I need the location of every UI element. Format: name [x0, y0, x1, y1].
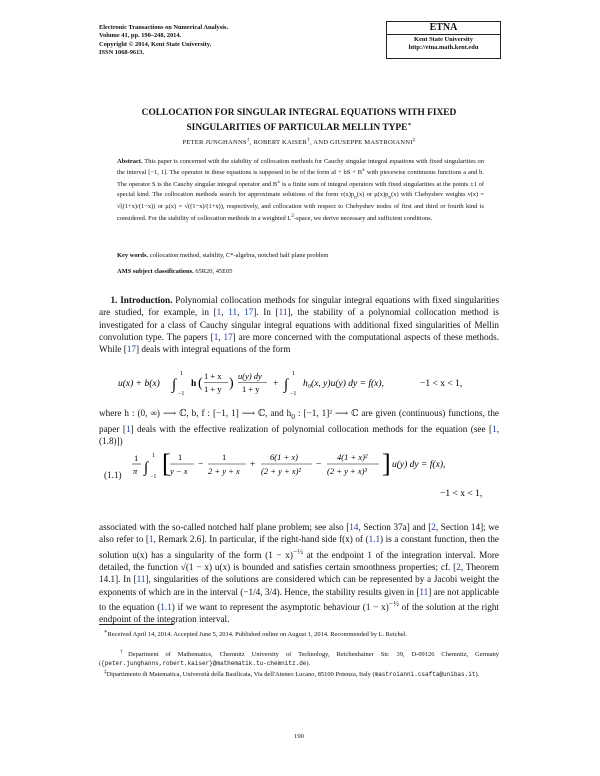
- title-line-1: COLLOCATION FOR SINGULAR INTEGRAL EQUATIONS WITH FIXED: [141, 108, 457, 118]
- eq2-t3-num: 6(1 + x): [270, 452, 298, 462]
- citation-11[interactable]: 11: [136, 574, 146, 585]
- footnote-rule: [99, 624, 174, 625]
- etna-title: ETNA: [387, 22, 500, 35]
- eq2-t4-den: (2 + y + x)³: [327, 466, 367, 476]
- eq2-t2-den: 2 + y + x: [208, 466, 240, 476]
- eq1-frac1-den: 1 + y: [204, 384, 222, 394]
- equation-1-1: [130, 446, 500, 506]
- journal-volume: Volume 41, pp. 190–248, 2014.: [99, 32, 182, 40]
- eq2-t4-num: 4(1 + x)²: [337, 452, 368, 462]
- svg-text:[: [: [162, 449, 171, 478]
- citation-1[interactable]: 1: [213, 331, 219, 342]
- citation-11[interactable]: 11: [278, 307, 288, 318]
- svg-text:1: 1: [152, 453, 155, 459]
- journal-copyright: Copyright © 2014, Kent State University.: [99, 40, 212, 48]
- eq2-t2-num: 1: [222, 452, 227, 462]
- svg-text:∫: ∫: [144, 460, 149, 476]
- equation-ref[interactable]: 1.1: [368, 534, 381, 545]
- citation-1[interactable]: 1: [148, 534, 154, 545]
- equation-ref[interactable]: 1.1: [160, 601, 172, 612]
- intro-paragraph-2: where h : (0, ∞) ⟶ ℂ, b, f : [−1, 1] ⟶ ℂ, and $h_0$ : [−1, 1]² ⟶ ℂ are given (continuous) functions, the paper [1] deals with the effective realization of polynomial collocation methods for the equation (see [1, (1.8)]): [99, 408, 500, 447]
- svg-text:+: +: [273, 379, 279, 389]
- citation-14[interactable]: 14: [349, 522, 359, 532]
- svg-text:−1: −1: [150, 474, 157, 480]
- eq2-condition: −1 < x < 1,: [440, 489, 483, 499]
- citation-2[interactable]: 2: [456, 561, 461, 572]
- svg-text:−: −: [198, 460, 204, 470]
- svg-text:]: ]: [382, 449, 391, 478]
- section-heading: 1. Introduction.: [110, 295, 173, 305]
- etna-url[interactable]: http://etna.math.kent.edu: [408, 44, 479, 52]
- eq1-frac2-num: u(y) dy: [238, 371, 262, 381]
- abstract: Abstract. This paper is concerned with the stability of collocation methods for Cauchy singular integral equations with fixed singularities on the interval [−1, 1]. The operator in these equations is supposed to be of the form aI + bS + B± with piecewise continuous functions a and b. The operator S is the Cauchy singular integral operator and B± is a finite sum of integral operators with fixed singularities at the points ±1 of special kind. The collocation methods search for approximate solutions of the form $\nu(x)p_n(x)$ or $\mu(x)p_n(x)$ with Chebyshev weights ν(x) = √((1+x)/(1−x)) or μ(x) = √((1−x)/(1+x)), respectively, and collocation with respect to Chebyshev nodes of first and third or fourth kind is considered. For the stability of collocation methods in a weighted $L^2$-space, we derive necessary and sufficient conditions.: [117, 158, 485, 222]
- footnote-received: ∗Received April 14, 2014. Accepted June 5, 2014. Published online on August 1, 2014. Recommended by L. Reichel.: [103, 629, 407, 639]
- citation-17[interactable]: 17: [223, 331, 233, 342]
- svg-text:∫: ∫: [172, 377, 177, 393]
- journal-name: Electronic Transactions on Numerical Analysis.: [99, 24, 229, 31]
- svg-text:∫: ∫: [284, 377, 289, 393]
- footnote-affiliation-2: ‡Dipartimento di Matematica, Università della Basilicata, Via dell'Ateneo Lucano, 85100 Potenza, Italy (mastroianni.csafta@unibas.it).: [103, 669, 480, 679]
- equation-number: (1.1): [104, 470, 122, 480]
- eq1-term2: h₀(x, y)u(y) dy = f(x),: [303, 379, 384, 389]
- email-2[interactable]: mastroianni.csafta@unibas.it: [374, 671, 476, 679]
- svg-text:−1: −1: [290, 391, 297, 397]
- svg-text:(: (: [198, 376, 203, 391]
- svg-text:1: 1: [134, 453, 139, 463]
- eq2-t3-den: (2 + y + x)²: [261, 466, 301, 476]
- svg-text:−: −: [316, 460, 322, 470]
- citation-17[interactable]: 17: [126, 344, 136, 355]
- citation-2[interactable]: 2: [431, 522, 436, 532]
- eq1-lhs: u(x) + b(x): [118, 379, 160, 389]
- intro-paragraph-1: 1. Introduction. Polynomial collocation methods for singular integral equations with fixed singularities are studied, for example, in [1, 11, 17]. In [11], the stability of a polynomial collocation method is investigated for a class of Cauchy singular integral equations with additional fixed singularities of Mellin convolution type. The papers [1, 17] are more concerned with the computational aspects of these methods. While [17] deals with integral equations of the form: [99, 295, 500, 355]
- equation-1: [118, 368, 499, 398]
- eq1-lower: −1: [178, 391, 185, 397]
- eq1-frac2-den: 1 + y: [242, 384, 260, 394]
- ams-classifications: AMS subject classifications. 65R20, 45E05: [117, 268, 233, 275]
- paper-title: [99, 108, 499, 134]
- citation-1[interactable]: 1: [125, 424, 131, 435]
- journal-info: [99, 24, 299, 57]
- email-1[interactable]: {peter.junghanns,robert.kaiser}@mathematik.tu-chemnitz.de: [101, 659, 307, 667]
- citation-11[interactable]: 11: [228, 307, 238, 318]
- eq1-h: h: [191, 379, 197, 389]
- eq2-t1-den: y − x: [170, 466, 188, 476]
- authors: PETER JUNGHANNS†, ROBERT KAISER†, AND GIUSEPPE MASTROIANNI‡: [182, 137, 416, 147]
- eq1-condition: −1 < x < 1,: [420, 379, 463, 389]
- citation-1[interactable]: 1: [492, 424, 497, 435]
- journal-issn: ISSN 1068-9613.: [99, 48, 145, 56]
- etna-university: Kent State University: [414, 36, 473, 43]
- eq2-t1-num: 1: [178, 452, 183, 462]
- citation-1[interactable]: 1: [216, 307, 222, 318]
- citation-17[interactable]: 17: [244, 307, 254, 318]
- svg-text:1: 1: [292, 371, 295, 377]
- svg-text:+: +: [250, 460, 256, 470]
- footnote-affiliation-1: †Department of Mathematics, Chemnitz University of Technology, Reichenhainer Str. 39, D-09126 Chemnitz, Germany ({peter.junghanns,robert.kaiser}@mathematik.tu-chemnitz.de).: [99, 649, 499, 667]
- page-number: 190: [294, 733, 304, 740]
- svg-text:): ): [229, 376, 234, 391]
- keywords: Key words. collocation method, stability, C*-algebra, notched half plane problem: [117, 252, 329, 259]
- title-line-2: SINGULARITIES OF PARTICULAR MELLIN TYPE∗: [186, 121, 412, 133]
- citation-11[interactable]: 11: [419, 586, 429, 597]
- svg-text:π: π: [133, 466, 138, 476]
- etna-box: [386, 21, 501, 59]
- intro-paragraph-3: associated with the so-called notched half plane problem; see also [14, Section 37a] and [2, Section 14]; we also refer to [1, Remark 2.6]. In particular, if the right-hand side f(x) of (1.1) is a constant function, then the solution u(x) has a singularity of the form $(1 - x)^{-\frac{1}{2}}$ at the endpoint 1 of the integration interval. More detailed, the function √(1 − x) u(x) is bounded and satisfies certain smoothness properties; cf. [2, Theorem 14.1]. In [11], singularities of the solutions are considered which can be represented by a Jacobi weight the exponents of which are in the interval (−1/4, 3/4). Hence, the stability results given in [11] are not applicable to the equation (1.1) if we want to represent the asymptotic behaviour $(1 - x)^{-\frac{1}{2}}$ of the solution at the right endpoint of the integration interval.: [99, 522, 499, 625]
- eq1-frac1-num: 1 + x: [204, 371, 222, 381]
- abstract-label: Abstract.: [117, 158, 143, 165]
- eq2-rhs: u(y) dy = f(x),: [392, 460, 446, 470]
- eq1-upper: 1: [180, 371, 183, 377]
